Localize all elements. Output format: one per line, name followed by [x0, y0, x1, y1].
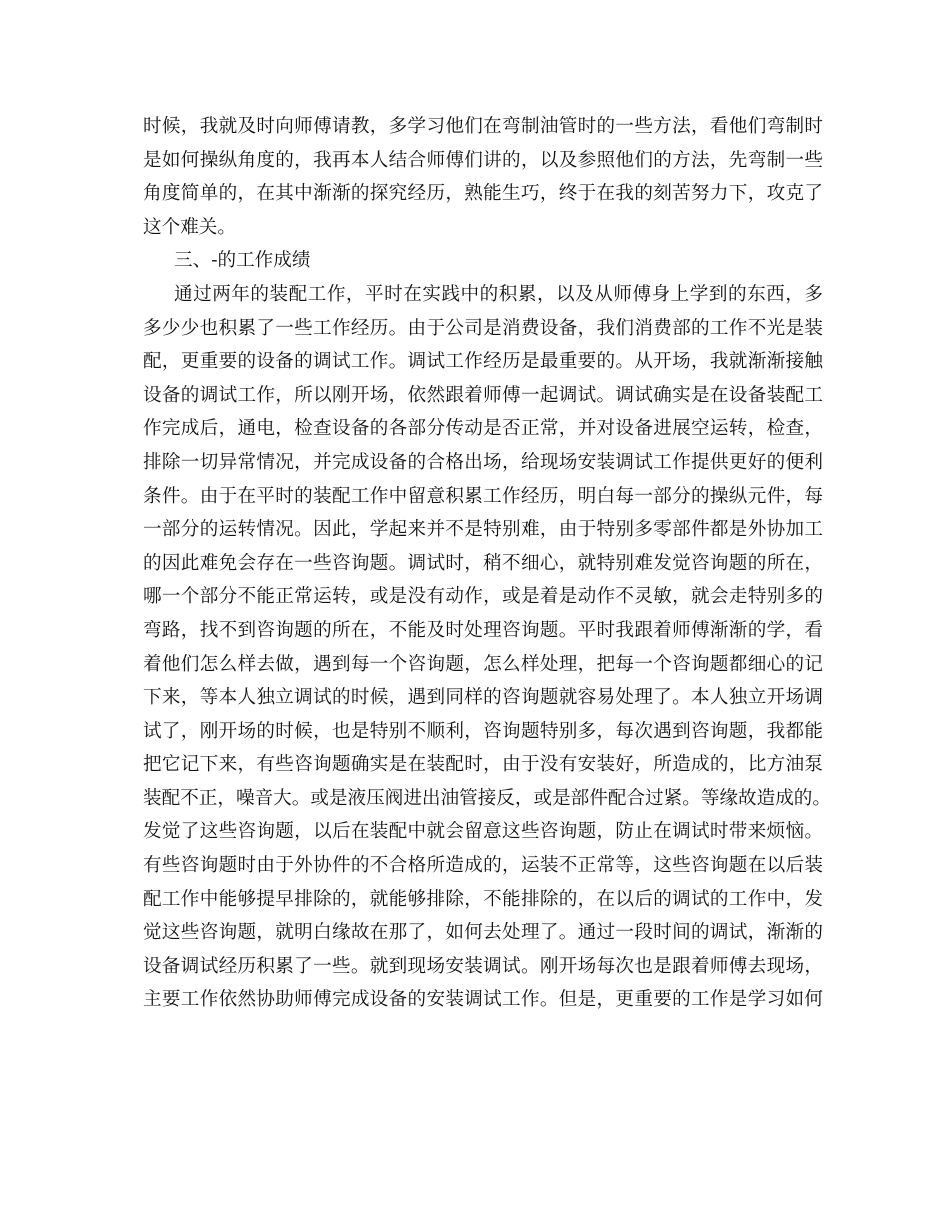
- text-line-20: 把它记下来，有些咨询题确实是在装配时，由于没有安装好，所造成的，比方油泵: [143, 754, 823, 776]
- text-line-4: 这个难关。: [143, 216, 236, 238]
- text-line-17: 着他们怎么样去做，遇到每一个咨询题，怎么样处理，把每一个咨询题都细心的记: [143, 653, 823, 675]
- text-line-14: 的因此难免会存在一些咨询题。调试时，稍不细心，就特别难发觉咨询题的所在，: [143, 552, 823, 574]
- text-line-12: 条件。由于在平时的装配工作中留意积累工作经历，明白每一部分的操纵元件，每: [143, 485, 823, 507]
- text-line-18: 下来，等本人独立调试的时候，遇到同样的咨询题就容易处理了。本人独立开场调: [143, 687, 823, 709]
- text-line-15: 哪一个部分不能正常运转，或是没有动作，或是着是动作不灵敏，就会走特别多的: [143, 586, 823, 608]
- text-line-27: 主要工作依然协助师傅完成设备的安装调试工作。但是，更重要的工作是学习如何: [143, 989, 823, 1011]
- section-heading: 三、-的工作成绩: [174, 250, 311, 272]
- text-line-13: 一部分的运转情况。因此，学起来并不是特别难，由于特别多零部件都是外协加工: [143, 519, 823, 541]
- text-line-8: 配，更重要的设备的调试工作。调试工作经历是最重要的。从开场，我就渐渐接触: [143, 351, 823, 373]
- text-line-24: 配工作中能够提早排除的，就能够排除，不能排除的，在以后的调试的工作中，发: [143, 888, 823, 910]
- text-line-26: 设备调试经历积累了一些。就到现场安装调试。刚开场每次也是跟着师傅去现场，: [143, 955, 823, 977]
- text-line-10: 作完成后，通电，检查设备的各部分传动是否正常，并对设备进展空运转，检查，: [143, 418, 823, 440]
- text-line-2: 是如何操纵角度的，我再本人结合师傅们讲的，以及参照他们的方法，先弯制一些: [143, 149, 823, 171]
- text-line-1: 时候，我就及时向师傅请教，多学习他们在弯制油管时的一些方法，看他们弯制时: [143, 116, 823, 137]
- text-line-6: 通过两年的装配工作，平时在实践中的积累，以及从师傅身上学到的东西，多: [174, 283, 823, 305]
- text-line-22: 发觉了这些咨询题，以后在装配中就会留意这些咨询题，防止在调试时带来烦恼。: [143, 821, 823, 843]
- text-line-9: 设备的调试工作，所以刚开场，依然跟着师傅一起调试。调试确实是在设备装配工: [143, 384, 823, 406]
- document-body: [143, 111, 831, 1018]
- text-line-19: 试了，刚开场的时候，也是特别不顺利，咨询题特别多，每次遇到咨询题，我都能: [143, 720, 823, 742]
- text-line-7: 多少少也积累了一些工作经历。由于公司是消费设备，我们消费部的工作不光是装: [143, 317, 823, 339]
- text-line-3: 角度简单的，在其中渐渐的探究经历，熟能生巧，终于在我的刻苦努力下，攻克了: [143, 183, 823, 205]
- text-line-16: 弯路，找不到咨询题的所在，不能及时处理咨询题。平时我跟着师傅渐渐的学，看: [143, 619, 823, 641]
- text-line-11: 排除一切异常情况，并完成设备的合格出场，给现场安装调试工作提供更好的便利: [143, 451, 823, 473]
- text-line-21: 装配不正，噪音大。或是液压阀进出油管接反，或是部件配合过紧。等缘故造成的。: [143, 787, 831, 809]
- text-line-23: 有些咨询题时由于外协件的不合格所造成的，运装不正常等，这些咨询题在以后装: [143, 855, 823, 877]
- text-line-25: 觉这些咨询题，就明白缘故在那了，如何去处理了。通过一段时间的调试，渐渐的: [143, 922, 823, 944]
